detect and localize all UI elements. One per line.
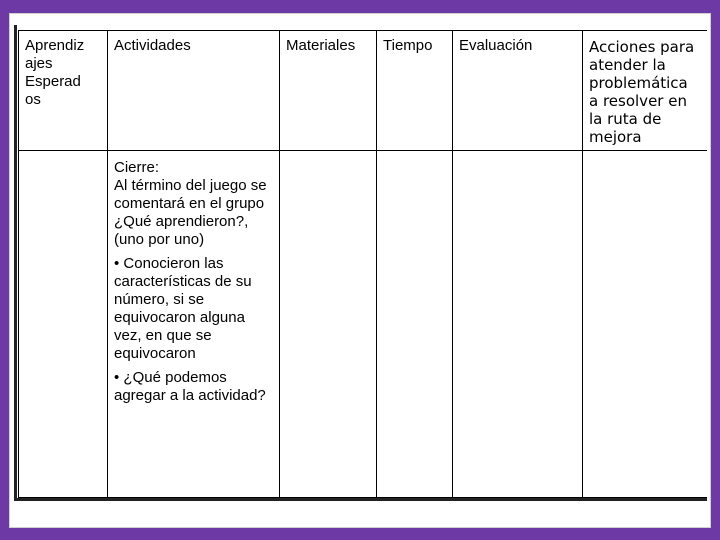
cell-evaluacion <box>453 151 583 498</box>
table-edge-bottom <box>14 498 707 501</box>
cell-aprendizajes <box>19 151 108 498</box>
cell-actividades-cierre <box>108 151 280 498</box>
header-evaluacion-label: Evaluación <box>459 37 533 54</box>
header-tiempo-label: Tiempo <box>383 37 433 54</box>
header-materiales-label: Materiales <box>286 37 356 54</box>
cierre-title: Cierre: <box>114 159 160 176</box>
header-tiempo <box>377 31 453 151</box>
cell-acciones <box>583 151 707 498</box>
cell-tiempo <box>377 151 453 498</box>
cierre-bullet-2: • ¿Qué podemos agregar a la actividad? <box>114 369 266 404</box>
cierre-intro: Al término del juego se comentará en el grupo ¿Qué aprendieron?, (uno por uno) <box>114 177 267 248</box>
header-aprendizajes <box>19 31 108 151</box>
lesson-plan-table <box>18 30 707 498</box>
header-materiales <box>280 31 377 151</box>
header-actividades-label: Actividades <box>114 37 191 54</box>
cierre-bullet-1: • Conocieron las características de su número, si se equivocaron alguna vez, en que se equivocaron <box>114 255 252 362</box>
header-evaluacion <box>453 31 583 151</box>
header-aprendizajes-label: Aprendiz ajes Esperad os <box>25 37 85 108</box>
header-actividades <box>108 31 280 151</box>
cell-materiales <box>280 151 377 498</box>
header-acciones <box>583 31 707 151</box>
table-edge-left <box>14 25 17 500</box>
table-body-row <box>19 151 707 498</box>
header-acciones-label: Acciones para atender la problemática a resolver en la ruta de mejora <box>589 38 695 146</box>
table-header-row <box>19 31 707 151</box>
